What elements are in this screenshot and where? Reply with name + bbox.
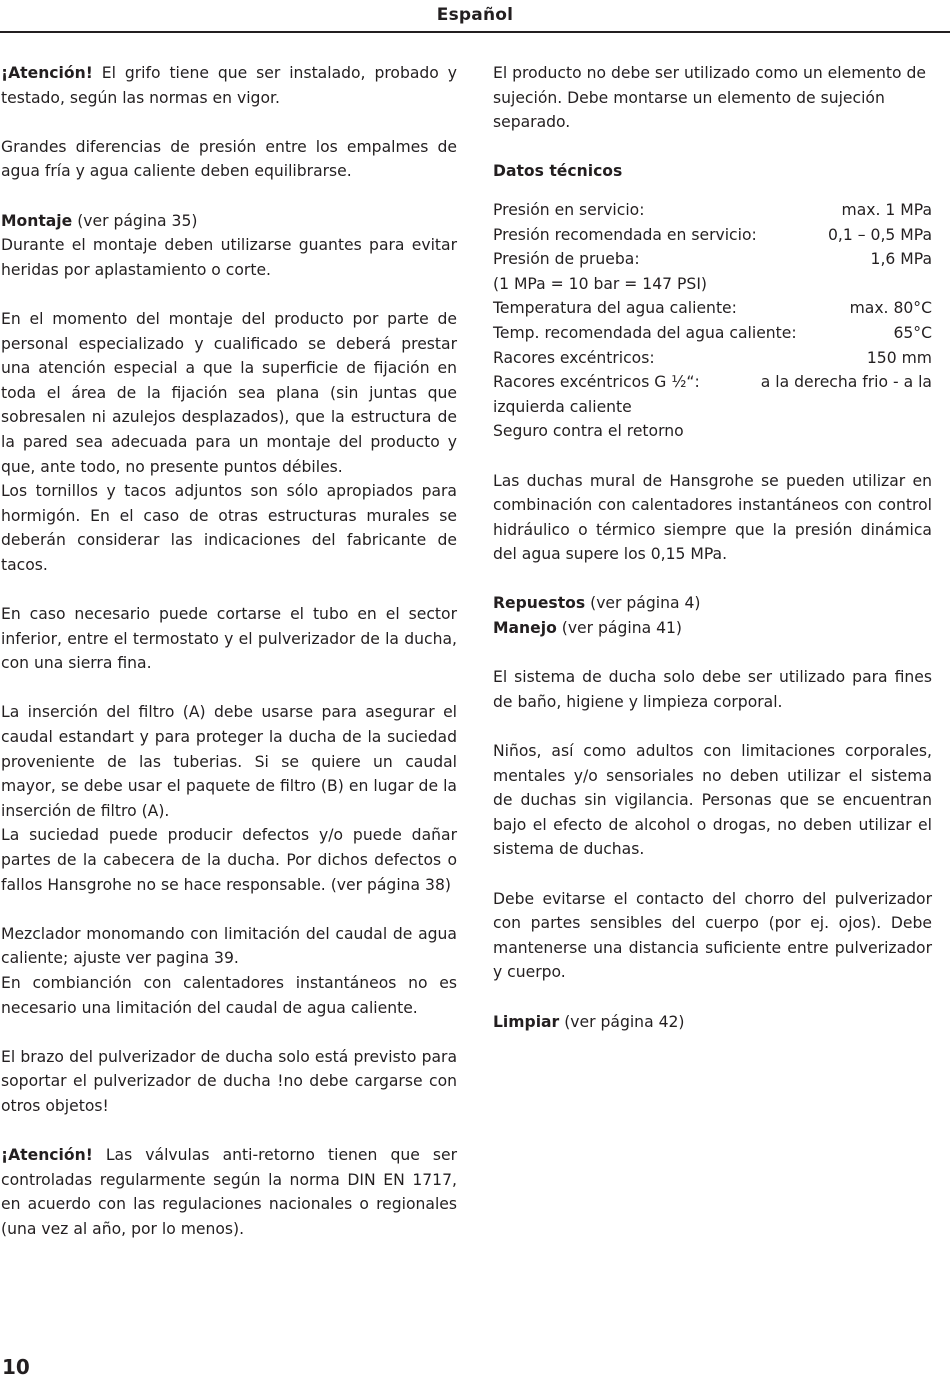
- repuestos-line: [493, 591, 932, 616]
- cortarse-paragraph: En caso necesario puede cortarse el tubo en el sector inferior, entre el termostato y el pulverizador de la ducha, con una sierra fina.: [1, 605, 457, 673]
- combinacion-paragraph: En combianción con calentadores instantáneos no es necesario una limitación del caudal de agua caliente.: [1, 973, 457, 1017]
- spec-value: max. 1 MPa: [841, 200, 932, 219]
- atencion-valvulas-paragraph: [1, 1143, 457, 1241]
- atencion-valvulas-text: Las válvulas anti-retorno tienen que ser controladas regularmente según la norma DIN EN 1717, en acuerdo con las regulaciones nacionales o regionales (una vez al año, por lo menos).: [1, 1146, 457, 1238]
- manejo-line: [493, 616, 932, 641]
- atencion-paragraph: [1, 61, 457, 110]
- spec-row: [493, 296, 932, 321]
- spec-retorno: Seguro contra el retorno: [493, 422, 684, 441]
- spec-value: max. 80°C: [849, 299, 932, 318]
- momento-paragraph: En el momento del montaje del producto por parte de personal especializado y cualificado se deberá prestar una atención especial a que la superficie de fijación en toda el área de la fijación sea plana (sin juntas que sobresalen ni azulejos desplazados), que la estructura de la pared sea adecuada para un montaje del producto y que, ante todo, no presente puntos débiles.: [1, 309, 457, 476]
- spec-value: 150 mm: [866, 348, 932, 367]
- spec-row: [493, 321, 932, 346]
- atencion-text: El grifo tiene que ser instalado, probado y testado, según las normas en vigor.: [1, 64, 457, 107]
- chorro-paragraph: Debe evitarse el contacto del chorro del pulverizador con partes sensibles del cuerpo (por ej. ojos). Debe mantenerse una distancia suficiente entre pulverizador y cuerpo.: [493, 889, 932, 982]
- limpiar-label: Limpiar: [493, 1012, 560, 1031]
- spec-label: Presión recomendada en servicio:: [493, 225, 757, 244]
- spec-row: [493, 223, 932, 248]
- page-header: [0, 0, 950, 33]
- atencion-label: ¡Atención!: [1, 64, 93, 82]
- spec-row: [493, 370, 932, 395]
- limpiar-ref: (ver página 42): [559, 1012, 685, 1031]
- spec-note: (1 MPa = 10 bar = 147 PSI): [493, 274, 708, 293]
- manejo-ref: (ver página 41): [556, 619, 683, 638]
- brazo-paragraph: El brazo del pulverizador de ducha solo está previsto para soportar el pulverizador de ducha !no debe cargarse con otros objetos!: [1, 1047, 457, 1115]
- page-number: 10: [2, 1355, 30, 1379]
- atencion-valvulas-label: ¡Atención!: [1, 1146, 93, 1165]
- mezclador-paragraph: Mezclador monomando con limitación del caudal de agua caliente; ajuste ver pagina 39.: [1, 924, 457, 968]
- sujecion-paragraph: El producto no debe ser utilizado como un elemento de sujeción. Debe montarse un elemento de sujeción separado.: [493, 64, 926, 132]
- sistema-paragraph: El sistema de ducha solo debe ser utilizado para fines de baño, higiene y limpieza corporal.: [493, 668, 932, 711]
- duchas-paragraph: Las duchas mural de Hansgrohe se pueden utilizar en combinación con calentadores instantáneos con control hidráulico o térmico siempre que la presión dinámica del agua supere los 0,15 MPa.: [493, 471, 932, 564]
- spec-label: Presión de prueba:: [493, 250, 640, 269]
- spec-label: Temp. recomendada del agua caliente:: [493, 323, 797, 342]
- technical-specs: [493, 198, 932, 444]
- spec-label: Racores excéntricos G ½“:: [493, 373, 700, 392]
- presion-paragraph: Grandes diferencias de presión entre los empalmes de agua fría y agua caliente deben equilibrarse.: [1, 137, 457, 181]
- montaje-paragraph: Durante el montaje deben utilizarse guantes para evitar heridas por aplastamiento o corte.: [1, 236, 457, 279]
- left-column: [1, 61, 457, 1266]
- montaje-heading: [1, 209, 457, 234]
- spec-row: [493, 346, 932, 371]
- spec-row: [493, 247, 932, 272]
- datos-tecnicos-title: Datos técnicos: [493, 162, 623, 181]
- repuestos-label: Repuestos: [493, 594, 586, 613]
- spec-label: Temperatura del agua caliente:: [493, 299, 737, 318]
- manejo-label: Manejo: [493, 619, 557, 638]
- spec-label: Presión en servicio:: [493, 200, 645, 219]
- tornillos-paragraph: Los tornillos y tacos adjuntos son sólo apropiados para hormigón. En el caso de otras estructuras murales se deberán considerar las indicaciones del fabricante de tacos.: [1, 482, 457, 574]
- spec-continuation: izquierda caliente: [493, 397, 632, 416]
- spec-value: 0,1 – 0,5 MPa: [828, 225, 932, 244]
- montaje-ref: (ver página 35): [72, 211, 198, 230]
- spec-value: a la derecha frio - a la: [760, 373, 932, 392]
- suciedad-paragraph: La suciedad puede producir defectos y/o puede dañar partes de la cabecera de la ducha. Por dichos defectos o fallos Hansgrohe no se hace responsable. (ver página 38): [1, 826, 457, 894]
- right-column: [493, 61, 932, 1059]
- language-title: Español: [436, 5, 514, 25]
- repuestos-ref: (ver página 4): [585, 594, 701, 613]
- spec-label: Racores excéntricos:: [493, 348, 655, 367]
- ninos-paragraph: Niños, así como adultos con limitaciones corporales, mentales y/o sensoriales no deben utilizar el sistema de duchas sin vigilancia. Personas que se encuentran bajo el efecto de alcohol o drogas, no deben utilizar el sistema de duchas.: [493, 742, 932, 859]
- spec-value: 1,6 MPa: [870, 250, 932, 269]
- spec-value: 65°C: [893, 323, 932, 342]
- limpiar-line: [493, 1010, 932, 1035]
- montaje-label: Montaje: [1, 211, 73, 230]
- filtro-paragraph: La inserción del filtro (A) debe usarse para asegurar el caudal estandart y para proteger la ducha de la suciedad proveniente de las tuberias. Si se quiere un caudal mayor, se debe usar el paquete de filtro (B) en lugar de la inserción de filtro (A).: [1, 703, 457, 820]
- spec-row: [493, 198, 932, 223]
